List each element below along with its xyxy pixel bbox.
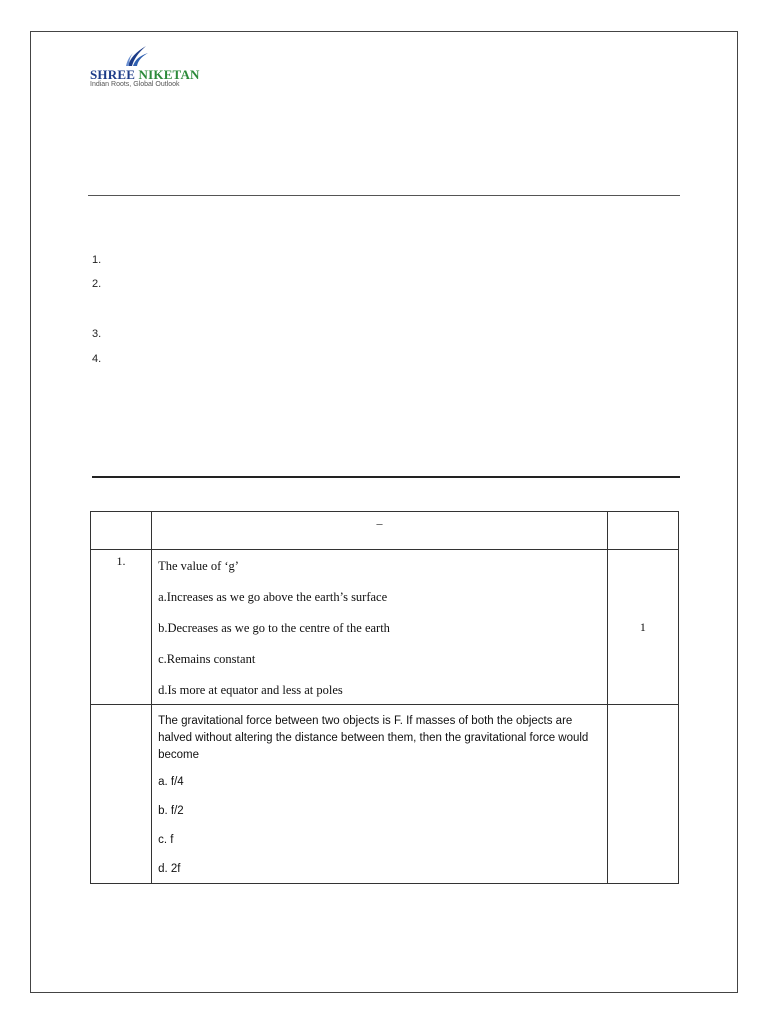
- question-number: 1.: [91, 550, 152, 705]
- option-c: c.Remains constant: [158, 652, 256, 666]
- bird-leaf-logo-icon: [124, 44, 150, 68]
- table-row: [91, 705, 679, 884]
- option-a: a. f/4: [158, 776, 184, 788]
- option-d: d.Is more at equator and less at poles: [158, 683, 343, 697]
- question-text: The gravitational force between two objects is F. If masses of both the objects are halved without altering the distance between them, then the gravitational force would become: [158, 715, 589, 761]
- section-divider: [92, 476, 680, 478]
- table-header-row: [91, 512, 679, 550]
- header-cell-question: –: [152, 512, 608, 550]
- header-cell-marks: [607, 512, 678, 550]
- school-logo: [90, 44, 240, 94]
- question-number: [91, 705, 152, 884]
- header-divider: [88, 195, 680, 196]
- school-tagline: Indian Roots, Global Outlook: [90, 81, 180, 88]
- instruction-number-1: 1.: [92, 254, 102, 266]
- instruction-number-4: 4.: [92, 353, 102, 365]
- marks-cell: [607, 705, 678, 884]
- questions-table: [90, 511, 679, 884]
- question-text: The value of ‘g’: [158, 559, 239, 573]
- school-name-part1: SHREE: [90, 67, 136, 82]
- table-row: [91, 550, 679, 705]
- option-b: b.Decreases as we go to the centre of the earth: [158, 621, 390, 635]
- option-a: a.Increases as we go above the earth’s surface: [158, 590, 388, 604]
- question-cell: [152, 550, 608, 705]
- option-d: d. 2f: [158, 863, 181, 875]
- option-b: b. f/2: [158, 805, 184, 817]
- instruction-number-2: 2.: [92, 278, 102, 290]
- marks-cell: 1: [607, 550, 678, 705]
- option-c: c. f: [158, 834, 174, 846]
- instruction-number-3: 3.: [92, 328, 102, 340]
- question-cell: [152, 705, 608, 884]
- school-name-part2: NIKETAN: [138, 67, 200, 82]
- header-cell-number: [91, 512, 152, 550]
